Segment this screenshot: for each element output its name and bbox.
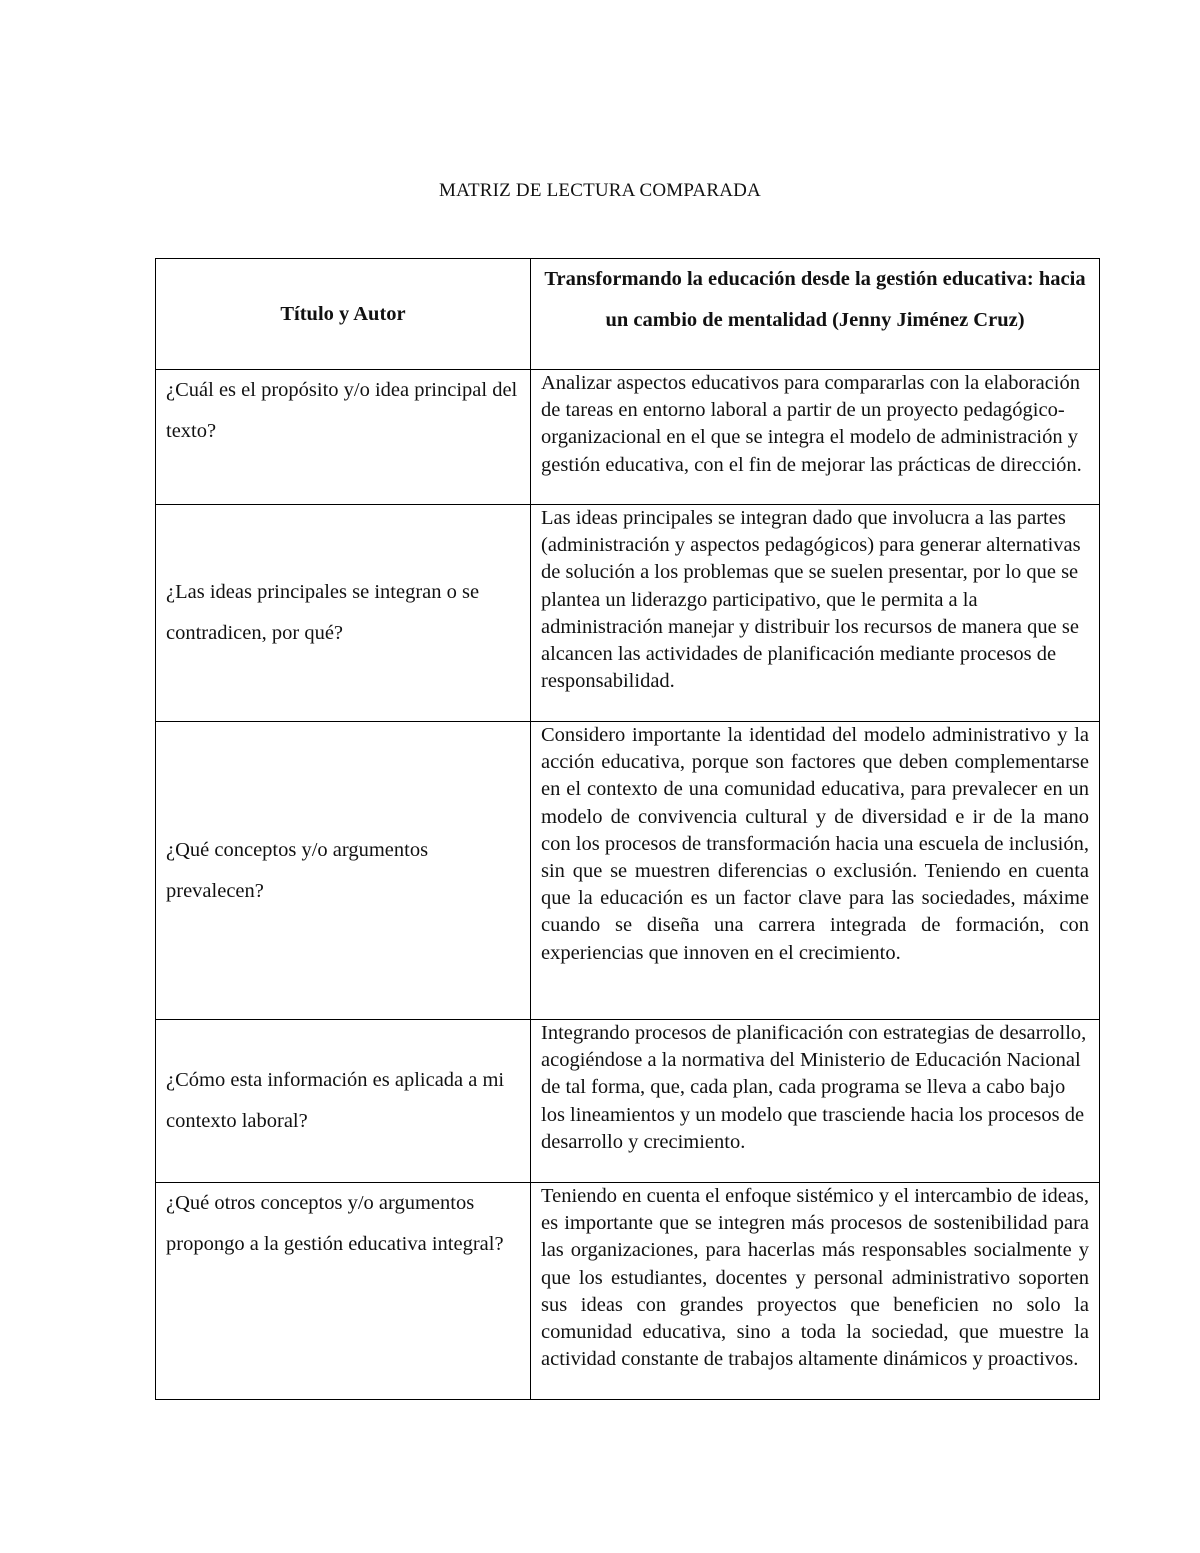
table-row xyxy=(156,1183,1100,1400)
header-label-cell: Título y Autor xyxy=(156,259,531,370)
comparative-reading-matrix xyxy=(155,258,1100,1400)
question-cell: ¿Cómo esta información es aplicada a mi contexto laboral? xyxy=(156,1020,531,1183)
header-title-cell: Transformando la educación desde la gestión educativa: hacia un cambio de mentalidad (Jenny Jiménez Cruz) xyxy=(531,259,1100,370)
question-cell: ¿Qué conceptos y/o argumentos prevalecen? xyxy=(156,722,531,1020)
table-row xyxy=(156,722,1100,1020)
table-row xyxy=(156,505,1100,722)
question-cell: ¿Qué otros conceptos y/o argumentos propongo a la gestión educativa integral? xyxy=(156,1183,531,1400)
answer-cell: Las ideas principales se integran dado que involucra a las partes (administración y aspectos pedagógicos) para generar alternativas de solución a los problemas que se suelen presentar, por lo que se plantea un liderazgo participativo, que le permita a la administración manejar y distribuir los recursos de manera que se alcancen las actividades de planificación mediante procesos de responsabilidad. xyxy=(531,505,1100,722)
answer-cell: Teniendo en cuenta el enfoque sistémico y el intercambio de ideas, es importante que se integren más procesos de sostenibilidad para las organizaciones, para hacerlas más responsables socialmente y que los estudiantes, docentes y personal administrativo soporten sus ideas con grandes proyectos que beneficien no solo la comunidad educativa, sino a toda la sociedad, que muestre la actividad constante de trabajos altamente dinámicos y proactivos. xyxy=(531,1183,1100,1400)
answer-cell: Considero importante la identidad del modelo administrativo y la acción educativa, porque son factores que deben complementarse en el contexto de una comunidad educativa, para prevalecer en un modelo de convivencia cultural y de diversidad e ir de la mano con los procesos de transformación hacia una escuela de inclusión, sin que se muestren diferencias o exclusión. Teniendo en cuenta que la educación es un factor clave para las sociedades, máxime cuando se diseña una carrera integrada de formación, con experiencias que innoven en el crecimiento. xyxy=(531,722,1100,1020)
document-title: MATRIZ DE LECTURA COMPARADA xyxy=(439,180,761,201)
question-cell: ¿Las ideas principales se integran o se contradicen, por qué? xyxy=(156,505,531,722)
answer-cell: Integrando procesos de planificación con estrategias de desarrollo, acogiéndose a la normativa del Ministerio de Educación Nacional de tal forma, que, cada plan, cada programa se lleva a cabo bajo los lineamientos y un modelo que trasciende hacia los procesos de desarrollo y crecimiento. xyxy=(531,1020,1100,1183)
table-row xyxy=(156,1020,1100,1183)
question-cell: ¿Cuál es el propósito y/o idea principal del texto? xyxy=(156,370,531,505)
answer-cell: Analizar aspectos educativos para compararlas con la elaboración de tareas en entorno laboral a partir de un proyecto pedagógico-organizacional en el que se integra el modelo de administración y gestión educativa, con el fin de mejorar las prácticas de dirección. xyxy=(531,370,1100,505)
table-header-row xyxy=(156,259,1100,370)
table-row xyxy=(156,370,1100,505)
